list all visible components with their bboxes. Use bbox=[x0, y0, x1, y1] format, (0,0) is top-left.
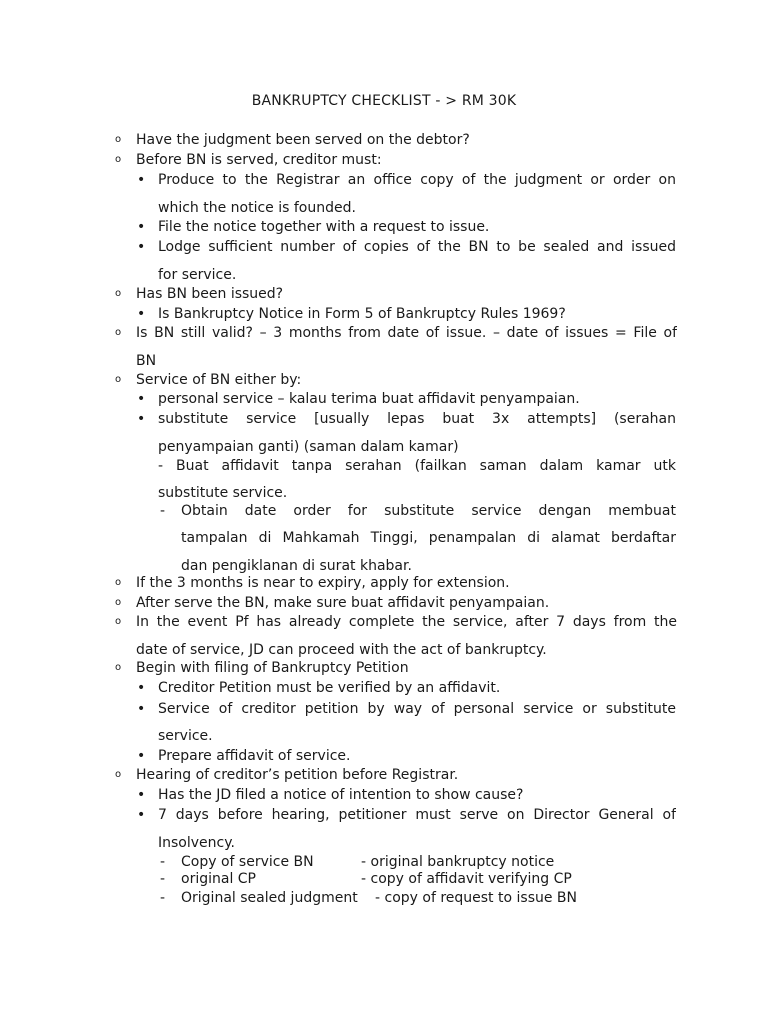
sub-list-item: Obtain date order for substitute service dengan membuat bbox=[181, 503, 676, 519]
dash-bullet-icon: - bbox=[160, 871, 166, 887]
bullet-icon: • bbox=[137, 391, 146, 407]
bullet-icon: • bbox=[137, 807, 146, 823]
list-item: Produce to the Registrar an office copy of the judgment or order on bbox=[158, 172, 676, 188]
list-item: Hearing of creditor’s petition before Registrar. bbox=[136, 767, 459, 783]
dash-bullet-icon: - bbox=[160, 854, 166, 870]
bullet-icon: • bbox=[137, 787, 146, 803]
circle-bullet-icon: o bbox=[115, 134, 122, 145]
list-item: Before BN is served, creditor must: bbox=[136, 152, 382, 168]
list-item: Is BN still valid? – 3 months from date of issue. – date of issues = File of bbox=[136, 325, 677, 341]
list-item-continued: penyampaian ganti) (saman dalam kamar) bbox=[158, 439, 459, 455]
bullet-icon: • bbox=[137, 411, 146, 427]
circle-bullet-icon: o bbox=[115, 577, 122, 588]
list-item: Has BN been issued? bbox=[136, 286, 284, 302]
document-list-left: Original sealed judgment bbox=[181, 890, 358, 906]
list-item-continued: which the notice is founded. bbox=[158, 200, 356, 216]
sub-list-item: - Buat affidavit tanpa serahan (failkan saman dalam kamar utk bbox=[158, 458, 676, 474]
circle-bullet-icon: o bbox=[115, 662, 122, 673]
list-item: substitute service [usually lepas buat 3x attempts] (serahan bbox=[158, 411, 676, 427]
list-item: Service of BN either by: bbox=[136, 372, 302, 388]
circle-bullet-icon: o bbox=[115, 327, 122, 338]
dash-bullet-icon: - bbox=[160, 890, 166, 906]
list-item: Prepare affidavit of service. bbox=[158, 748, 351, 764]
circle-bullet-icon: o bbox=[115, 374, 122, 385]
list-item: Lodge sufficient number of copies of the BN to be sealed and issued bbox=[158, 239, 676, 255]
list-item: Has the JD filed a notice of intention to show cause? bbox=[158, 787, 524, 803]
list-item: Service of creditor petition by way of personal service or substitute bbox=[158, 701, 676, 717]
bullet-icon: • bbox=[137, 239, 146, 255]
document-list-right: - copy of request to issue BN bbox=[375, 890, 577, 906]
list-item: In the event Pf has already complete the service, after 7 days from the bbox=[136, 614, 677, 630]
document-list-right: - copy of affidavit verifying CP bbox=[361, 871, 572, 887]
list-item: File the notice together with a request to issue. bbox=[158, 219, 490, 235]
circle-bullet-icon: o bbox=[115, 769, 122, 780]
list-item: Begin with filing of Bankruptcy Petition bbox=[136, 660, 409, 676]
list-item: After serve the BN, make sure buat affidavit penyampaian. bbox=[136, 595, 550, 611]
dash-bullet-icon: - bbox=[160, 503, 166, 519]
bullet-icon: • bbox=[137, 306, 146, 322]
sub-list-item-continued: substitute service. bbox=[158, 485, 288, 501]
circle-bullet-icon: o bbox=[115, 597, 122, 608]
list-item-continued: Insolvency. bbox=[158, 835, 235, 851]
bullet-icon: • bbox=[137, 748, 146, 764]
bullet-icon: • bbox=[137, 701, 146, 717]
circle-bullet-icon: o bbox=[115, 154, 122, 165]
list-item-continued: BN bbox=[136, 353, 157, 369]
sub-list-item-continued: tampalan di Mahkamah Tinggi, penampalan di alamat berdaftar bbox=[181, 530, 676, 546]
sub-list-item-continued: dan pengiklanan di surat khabar. bbox=[181, 558, 412, 574]
bullet-icon: • bbox=[137, 172, 146, 188]
page-title: BANKRUPTCY CHECKLIST - > RM 30K bbox=[251, 93, 517, 109]
document-list-right: - original bankruptcy notice bbox=[361, 854, 555, 870]
list-item-continued: for service. bbox=[158, 267, 237, 283]
document-list-left: Copy of service BN bbox=[181, 854, 314, 870]
list-item: Is Bankruptcy Notice in Form 5 of Bankruptcy Rules 1969? bbox=[158, 306, 566, 322]
list-item: 7 days before hearing, petitioner must serve on Director General of bbox=[158, 807, 676, 823]
circle-bullet-icon: o bbox=[115, 288, 122, 299]
document-list-left: original CP bbox=[181, 871, 256, 887]
list-item: Have the judgment been served on the debtor? bbox=[136, 132, 470, 148]
bullet-icon: • bbox=[137, 680, 146, 696]
list-item: Creditor Petition must be verified by an affidavit. bbox=[158, 680, 501, 696]
list-item-continued: date of service, JD can proceed with the act of bankruptcy. bbox=[136, 642, 547, 658]
bullet-icon: • bbox=[137, 219, 146, 235]
list-item: personal service – kalau terima buat affidavit penyampaian. bbox=[158, 391, 580, 407]
list-item-continued: service. bbox=[158, 728, 213, 744]
list-item: If the 3 months is near to expiry, apply for extension. bbox=[136, 575, 510, 591]
circle-bullet-icon: o bbox=[115, 616, 122, 627]
